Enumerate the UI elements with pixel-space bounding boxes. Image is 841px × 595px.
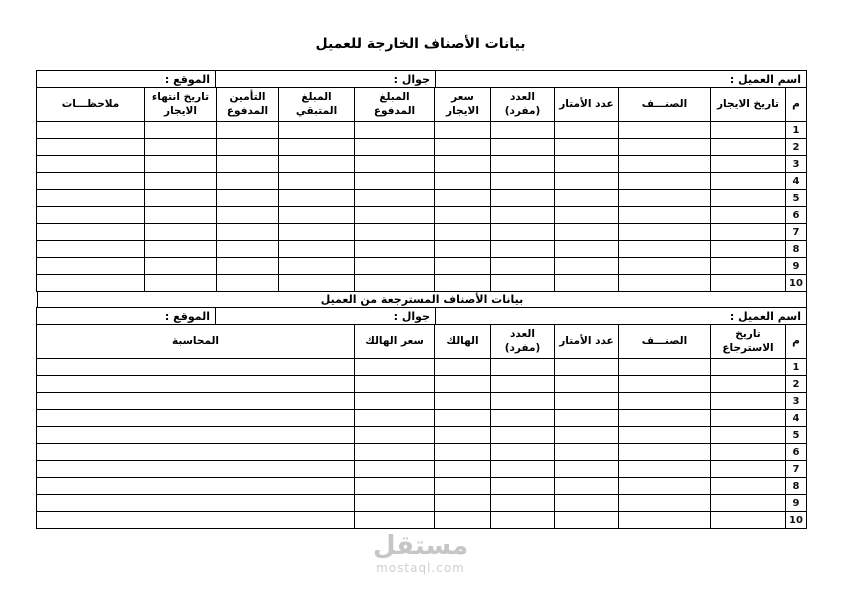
empty-data-cell xyxy=(619,241,711,258)
row-number-cell: 3 xyxy=(786,393,807,410)
table-row xyxy=(37,410,807,427)
empty-data-cell xyxy=(279,122,355,139)
empty-data-cell xyxy=(491,478,555,495)
empty-data-cell xyxy=(355,359,435,376)
watermark xyxy=(0,532,841,575)
empty-data-cell xyxy=(555,495,619,512)
watermark-logo: مستقل xyxy=(372,531,469,561)
empty-data-cell xyxy=(555,207,619,224)
empty-data-cell xyxy=(491,461,555,478)
empty-data-cell xyxy=(279,275,355,292)
empty-data-cell xyxy=(145,207,217,224)
customer-name-label: اسم العميل : xyxy=(436,308,807,325)
empty-data-cell xyxy=(619,410,711,427)
empty-data-cell xyxy=(491,139,555,156)
empty-data-cell xyxy=(355,410,435,427)
row-number-cell: 5 xyxy=(786,190,807,207)
empty-data-cell xyxy=(619,478,711,495)
empty-data-cell xyxy=(37,258,145,275)
empty-data-cell xyxy=(217,139,279,156)
col-rental-end-date: تاريخ انتهاء الايجار xyxy=(145,88,217,122)
empty-data-cell xyxy=(555,478,619,495)
row-number-cell: 8 xyxy=(786,241,807,258)
empty-data-cell xyxy=(619,427,711,444)
empty-data-cell xyxy=(435,444,491,461)
empty-data-cell xyxy=(37,461,355,478)
empty-data-cell xyxy=(355,139,435,156)
empty-data-cell xyxy=(619,461,711,478)
col-rental-price: سعر الايجار xyxy=(435,88,491,122)
empty-data-cell xyxy=(37,173,145,190)
empty-data-cell xyxy=(355,393,435,410)
col-damaged: الهالك xyxy=(435,325,491,359)
empty-data-cell xyxy=(279,241,355,258)
empty-data-cell xyxy=(711,139,786,156)
location-label: الموقع : xyxy=(37,308,216,325)
empty-data-cell xyxy=(491,122,555,139)
table-row xyxy=(37,173,807,190)
empty-data-cell xyxy=(711,376,786,393)
mobile-label: جوال : xyxy=(216,308,436,325)
empty-data-cell xyxy=(435,427,491,444)
col-serial: م xyxy=(786,88,807,122)
empty-data-cell xyxy=(217,156,279,173)
empty-data-cell xyxy=(619,393,711,410)
row-number-cell: 9 xyxy=(786,258,807,275)
empty-data-cell xyxy=(711,275,786,292)
table-row xyxy=(37,241,807,258)
empty-data-cell xyxy=(37,241,145,258)
empty-data-cell xyxy=(37,393,355,410)
empty-data-cell xyxy=(491,224,555,241)
col-deposit-paid: التأمين المدفوع xyxy=(217,88,279,122)
empty-data-cell xyxy=(491,393,555,410)
empty-data-cell xyxy=(555,190,619,207)
empty-data-cell xyxy=(217,224,279,241)
row-number-cell: 5 xyxy=(786,427,807,444)
empty-data-cell xyxy=(217,122,279,139)
empty-data-cell xyxy=(491,275,555,292)
empty-data-cell xyxy=(711,207,786,224)
empty-data-cell xyxy=(435,173,491,190)
empty-data-cell xyxy=(555,139,619,156)
row-number-cell: 7 xyxy=(786,461,807,478)
empty-data-cell xyxy=(37,495,355,512)
table-row xyxy=(37,376,807,393)
empty-data-cell xyxy=(355,258,435,275)
empty-data-cell xyxy=(355,461,435,478)
empty-data-cell xyxy=(145,156,217,173)
row-number-cell: 10 xyxy=(786,512,807,529)
empty-data-cell xyxy=(435,461,491,478)
col-damage-price: سعر الهالك xyxy=(355,325,435,359)
empty-data-cell xyxy=(711,461,786,478)
empty-data-cell xyxy=(37,427,355,444)
empty-data-cell xyxy=(279,207,355,224)
empty-data-cell xyxy=(619,495,711,512)
outgoing-items-table xyxy=(36,87,807,292)
outgoing-header-row xyxy=(37,88,807,122)
returned-info-table xyxy=(36,307,807,325)
empty-data-cell xyxy=(619,359,711,376)
empty-data-cell xyxy=(491,173,555,190)
empty-data-cell xyxy=(435,478,491,495)
empty-data-cell xyxy=(711,190,786,207)
row-number-cell: 1 xyxy=(786,122,807,139)
empty-data-cell xyxy=(619,512,711,529)
table-row xyxy=(37,359,807,376)
empty-data-cell xyxy=(279,190,355,207)
col-item: الصنـــف xyxy=(619,325,711,359)
form-sheet xyxy=(35,70,807,529)
returned-header-row xyxy=(37,325,807,359)
table-row xyxy=(37,275,807,292)
empty-data-cell xyxy=(711,241,786,258)
empty-data-cell xyxy=(435,190,491,207)
returned-items-table xyxy=(36,324,807,529)
table-row xyxy=(37,478,807,495)
returned-info-row xyxy=(37,308,807,325)
empty-data-cell xyxy=(355,444,435,461)
empty-data-cell xyxy=(555,461,619,478)
empty-data-cell xyxy=(355,241,435,258)
empty-data-cell xyxy=(491,359,555,376)
empty-data-cell xyxy=(619,275,711,292)
empty-data-cell xyxy=(491,258,555,275)
table-row xyxy=(37,258,807,275)
empty-data-cell xyxy=(619,190,711,207)
empty-data-cell xyxy=(619,122,711,139)
empty-data-cell xyxy=(37,512,355,529)
empty-data-cell xyxy=(555,427,619,444)
table-row xyxy=(37,224,807,241)
empty-data-cell xyxy=(491,190,555,207)
col-return-date: تاريخ الاسترجاع xyxy=(711,325,786,359)
empty-data-cell xyxy=(435,207,491,224)
empty-data-cell xyxy=(435,275,491,292)
empty-data-cell xyxy=(435,512,491,529)
empty-data-cell xyxy=(555,258,619,275)
row-number-cell: 8 xyxy=(786,478,807,495)
customer-name-label: اسم العميل : xyxy=(436,71,807,88)
empty-data-cell xyxy=(355,427,435,444)
empty-data-cell xyxy=(619,156,711,173)
empty-data-cell xyxy=(37,444,355,461)
returned-section-banner: بيانات الأصناف المسترجعة من العميل xyxy=(37,291,807,308)
empty-data-cell xyxy=(435,122,491,139)
empty-data-cell xyxy=(37,376,355,393)
empty-data-cell xyxy=(355,478,435,495)
empty-data-cell xyxy=(37,207,145,224)
empty-data-cell xyxy=(619,139,711,156)
empty-data-cell xyxy=(279,156,355,173)
table-row xyxy=(37,139,807,156)
empty-data-cell xyxy=(619,224,711,241)
empty-data-cell xyxy=(217,275,279,292)
empty-data-cell xyxy=(37,122,145,139)
empty-data-cell xyxy=(37,224,145,241)
empty-data-cell xyxy=(555,241,619,258)
table-row xyxy=(37,156,807,173)
table-row xyxy=(37,427,807,444)
empty-data-cell xyxy=(711,359,786,376)
empty-data-cell xyxy=(491,427,555,444)
empty-data-cell xyxy=(435,224,491,241)
empty-data-cell xyxy=(145,258,217,275)
empty-data-cell xyxy=(491,207,555,224)
empty-data-cell xyxy=(619,444,711,461)
empty-data-cell xyxy=(435,241,491,258)
empty-data-cell xyxy=(555,359,619,376)
col-single-count: العدد (مفرد) xyxy=(491,88,555,122)
empty-data-cell xyxy=(145,122,217,139)
empty-data-cell xyxy=(355,376,435,393)
row-number-cell: 9 xyxy=(786,495,807,512)
empty-data-cell xyxy=(37,190,145,207)
empty-data-cell xyxy=(145,173,217,190)
empty-data-cell xyxy=(491,376,555,393)
table-row xyxy=(37,461,807,478)
row-number-cell: 2 xyxy=(786,376,807,393)
empty-data-cell xyxy=(355,275,435,292)
outgoing-info-table xyxy=(36,70,807,88)
col-notes: ملاحظـــات xyxy=(37,88,145,122)
empty-data-cell xyxy=(279,139,355,156)
empty-data-cell xyxy=(217,258,279,275)
empty-data-cell xyxy=(279,173,355,190)
empty-data-cell xyxy=(145,275,217,292)
row-number-cell: 6 xyxy=(786,444,807,461)
empty-data-cell xyxy=(217,190,279,207)
table-row xyxy=(37,207,807,224)
col-serial: م xyxy=(786,325,807,359)
table-row xyxy=(37,190,807,207)
row-number-cell: 1 xyxy=(786,359,807,376)
page-title: بيانات الأصناف الخارجة للعميل xyxy=(315,36,526,52)
watermark-domain: mostaql.com xyxy=(376,560,465,575)
empty-data-cell xyxy=(279,224,355,241)
outgoing-body xyxy=(37,122,807,292)
empty-data-cell xyxy=(711,173,786,190)
empty-data-cell xyxy=(145,241,217,258)
empty-data-cell xyxy=(491,444,555,461)
empty-data-cell xyxy=(145,224,217,241)
table-row xyxy=(37,495,807,512)
empty-data-cell xyxy=(711,410,786,427)
col-amount-remaining: المبلغ المتبقي xyxy=(279,88,355,122)
empty-data-cell xyxy=(711,156,786,173)
empty-data-cell xyxy=(555,275,619,292)
returned-body xyxy=(37,359,807,529)
empty-data-cell xyxy=(37,410,355,427)
col-rental-date: تاريخ الايجار xyxy=(711,88,786,122)
empty-data-cell xyxy=(355,495,435,512)
empty-data-cell xyxy=(619,376,711,393)
empty-data-cell xyxy=(279,258,355,275)
empty-data-cell xyxy=(711,258,786,275)
table-row xyxy=(37,393,807,410)
empty-data-cell xyxy=(145,190,217,207)
empty-data-cell xyxy=(555,444,619,461)
empty-data-cell xyxy=(435,258,491,275)
empty-data-cell xyxy=(555,393,619,410)
empty-data-cell xyxy=(491,410,555,427)
empty-data-cell xyxy=(217,173,279,190)
table-row xyxy=(37,122,807,139)
empty-data-cell xyxy=(491,241,555,258)
empty-data-cell xyxy=(355,173,435,190)
empty-data-cell xyxy=(711,427,786,444)
empty-data-cell xyxy=(435,495,491,512)
empty-data-cell xyxy=(355,224,435,241)
col-amount-paid: المبلغ المدفوع xyxy=(355,88,435,122)
empty-data-cell xyxy=(435,376,491,393)
empty-data-cell xyxy=(619,173,711,190)
empty-data-cell xyxy=(355,190,435,207)
empty-data-cell xyxy=(355,122,435,139)
row-number-cell: 4 xyxy=(786,410,807,427)
empty-data-cell xyxy=(711,512,786,529)
empty-data-cell xyxy=(355,156,435,173)
empty-data-cell xyxy=(711,495,786,512)
empty-data-cell xyxy=(37,275,145,292)
empty-data-cell xyxy=(619,207,711,224)
empty-data-cell xyxy=(555,376,619,393)
row-number-cell: 10 xyxy=(786,275,807,292)
table-row xyxy=(37,444,807,461)
empty-data-cell xyxy=(217,207,279,224)
empty-data-cell xyxy=(491,156,555,173)
mobile-label: جوال : xyxy=(216,71,436,88)
empty-data-cell xyxy=(555,156,619,173)
row-number-cell: 3 xyxy=(786,156,807,173)
table-row xyxy=(37,512,807,529)
row-number-cell: 7 xyxy=(786,224,807,241)
row-number-cell: 2 xyxy=(786,139,807,156)
empty-data-cell xyxy=(37,156,145,173)
col-item: الصنـــف xyxy=(619,88,711,122)
empty-data-cell xyxy=(37,139,145,156)
empty-data-cell xyxy=(711,393,786,410)
location-label: الموقع : xyxy=(37,71,216,88)
empty-data-cell xyxy=(711,444,786,461)
empty-data-cell xyxy=(145,139,217,156)
empty-data-cell xyxy=(555,512,619,529)
col-single-count: العدد (مفرد) xyxy=(491,325,555,359)
empty-data-cell xyxy=(435,359,491,376)
col-meters-count: عدد الأمتار xyxy=(555,325,619,359)
empty-data-cell xyxy=(555,122,619,139)
empty-data-cell xyxy=(355,207,435,224)
empty-data-cell xyxy=(435,156,491,173)
empty-data-cell xyxy=(555,410,619,427)
empty-data-cell xyxy=(435,410,491,427)
col-meters-count: عدد الأمتار xyxy=(555,88,619,122)
empty-data-cell xyxy=(355,512,435,529)
outgoing-info-row xyxy=(37,71,807,88)
col-accounting: المحاسبة xyxy=(37,325,355,359)
empty-data-cell xyxy=(711,122,786,139)
empty-data-cell xyxy=(711,224,786,241)
row-number-cell: 6 xyxy=(786,207,807,224)
empty-data-cell xyxy=(217,241,279,258)
empty-data-cell xyxy=(435,393,491,410)
empty-data-cell xyxy=(37,478,355,495)
empty-data-cell xyxy=(619,258,711,275)
empty-data-cell xyxy=(435,139,491,156)
empty-data-cell xyxy=(37,359,355,376)
empty-data-cell xyxy=(555,224,619,241)
empty-data-cell xyxy=(555,173,619,190)
row-number-cell: 4 xyxy=(786,173,807,190)
empty-data-cell xyxy=(491,495,555,512)
empty-data-cell xyxy=(711,478,786,495)
empty-data-cell xyxy=(491,512,555,529)
